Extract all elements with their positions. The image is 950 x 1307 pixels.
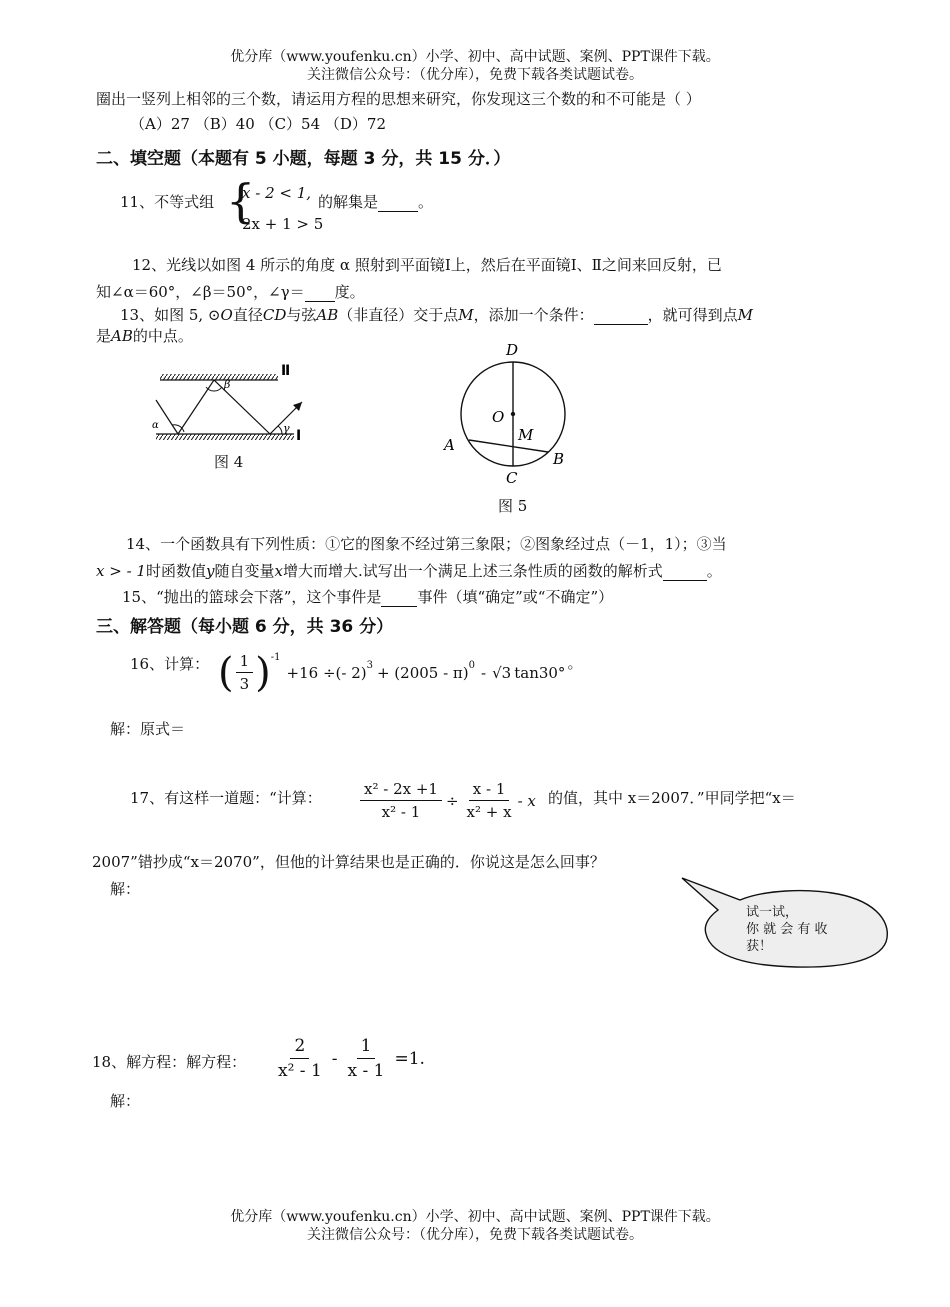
q18-prefix: 18、解方程：解方程： (92, 1053, 247, 1071)
q14-l2b: 随自变量 (214, 562, 275, 580)
q16-paren: + (2005 - π) (376, 663, 469, 682)
q15-a: 15、“抛出的篮球会下落”，这个事件是 (122, 588, 382, 606)
label-B: B (553, 450, 565, 468)
q16-tan: tan30° (514, 663, 566, 682)
chord-AB (469, 440, 548, 452)
label-C: C (506, 469, 518, 486)
q18-end: =1. (394, 1048, 425, 1069)
q12-line-2b: 度。 (334, 283, 365, 301)
q14-l2c: 增大而增大.试写出一个满足上述三条性质的函数的解析式 (282, 562, 663, 580)
q18-answer: 解： (110, 1092, 141, 1110)
q13-m2: M (737, 306, 753, 324)
q18-frac1-den: x² - 1 (278, 1061, 322, 1081)
label-alpha: α (152, 420, 159, 431)
q16-fraction (236, 652, 254, 693)
figure-5-diagram (436, 336, 586, 486)
label-mirror-I: Ⅰ (296, 428, 302, 444)
q17-line-2: 2007”错抄成“x＝2070”，但他的计算结果也是正确的．你说这是怎么回事？ (92, 853, 605, 871)
footer-line-2: 关注微信公众号：（优分库），免费下载各类试题试卷。 (307, 1227, 643, 1243)
label-beta: β (224, 378, 231, 391)
section-2-title: 二、填空题（本题有 5 小题，每题 3 分，共 15 分．） (96, 149, 511, 169)
label-mirror-II: Ⅱ (281, 363, 291, 379)
q16-sqrt: √3 (492, 663, 512, 682)
q18-fraction-2 (344, 1036, 389, 1081)
ray-2 (214, 380, 270, 434)
mirror-I-hatch (156, 434, 294, 440)
q11-end: 。 (418, 193, 434, 211)
q17-prefix: 17、有这样一道题：“计算： (130, 789, 322, 807)
q16-frac-num: 1 (236, 652, 254, 673)
q14-y: y (205, 562, 215, 580)
bubble-text (746, 904, 828, 955)
q14-l2d: 。 (706, 562, 722, 580)
section-3-title: 三、解答题（每小题 6 分，共 36 分） (96, 617, 394, 637)
q17-tail: - x (517, 791, 536, 810)
q17-frac2-num: x - 1 (469, 780, 510, 801)
bubble-line-1: 试一试， (746, 905, 799, 920)
header-line-2: 关注微信公众号：（优分库），免费下载各类试题试卷。 (307, 67, 643, 83)
q13-cd: CD (262, 306, 287, 324)
label-M: M (518, 426, 534, 444)
figure-4-diagram (150, 358, 320, 448)
q12-line-2 (96, 281, 365, 302)
q16-exponent: -1 (270, 652, 281, 663)
label-A: A (444, 436, 455, 454)
q11-inequality-1: x - 2 < 1, (242, 184, 312, 202)
q16-cube: 3 (366, 660, 373, 671)
q17-answer: 解： (110, 880, 141, 898)
q13-line-1 (120, 304, 753, 325)
ray-1 (178, 380, 214, 434)
q11-inequality-2: 2x + 1 > 5 (242, 215, 324, 233)
q16-prefix: 16、计算： (130, 655, 210, 673)
q17-fraction-1 (360, 780, 442, 821)
q13-l1f: ，就可得到点 (647, 306, 738, 324)
q13-l1c: 与弦 (286, 306, 317, 324)
q16-end: 。 (567, 654, 583, 672)
q13-ab2: AB (111, 327, 133, 345)
q17-div: ÷ (445, 791, 459, 810)
q18-expression (272, 1036, 425, 1081)
q13-l2b: 的中点。 (132, 327, 193, 345)
q13-l1b: 直径 (232, 306, 263, 324)
q10-text: 圈出一竖列上相邻的三个数，请运用方程的思想来研究，你发现这三个数的和不可能是（ ） (96, 90, 701, 108)
figure-5-caption: 图 5 (498, 497, 528, 515)
q13-l1d: （非直径）交于点 (338, 306, 459, 324)
bubble-line-3: 获！ (746, 939, 773, 954)
q16-expression (218, 649, 583, 696)
q18-minus: - (331, 1048, 338, 1069)
q17-suffix: 的值，其中 x＝2007．”甲同学把“x＝ (548, 789, 796, 807)
ray-incoming (156, 400, 178, 434)
label-D: D (506, 341, 519, 359)
q12-line-1: 12、光线以如图 4 所示的角度 α 照射到平面镜Ⅰ上，然后在平面镜Ⅰ、Ⅱ之间来回反射，已 (132, 256, 722, 274)
q18-fraction-1 (274, 1036, 326, 1081)
mirror-II-hatch (160, 374, 278, 380)
q13-m: M (458, 306, 474, 324)
gamma-arc (278, 426, 282, 434)
q13-l1e: ，添加一个条件： (473, 306, 594, 324)
q15-b: 事件（填“确定”或“不确定”） (417, 588, 614, 606)
paren-open: ( (218, 649, 234, 696)
q14-line-1: 14、一个函数具有下列性质：①它的图象不经过第三象限；②图象经过点（－1，1）；③当 (126, 535, 727, 553)
q11-suffix (318, 191, 433, 212)
q14-l2a: 时函数值 (145, 562, 206, 580)
q13-o: O (220, 306, 233, 324)
q14-answer-blank (663, 562, 707, 581)
q14-condition: x > - 1 (96, 562, 146, 580)
q13-answer-blank (594, 306, 648, 325)
q17-fraction-2 (463, 780, 516, 821)
q13-ab: AB (316, 306, 339, 324)
q12-line-2a: 知∠α＝60°，∠β＝50°，∠γ＝ (96, 283, 305, 301)
q11-answer-blank (378, 193, 418, 212)
q16-minus: - (481, 663, 487, 682)
figure-4-caption: 图 4 (214, 453, 244, 471)
q13-line-2 (96, 325, 193, 346)
center-point (511, 412, 515, 416)
q17-expression (358, 780, 536, 821)
q10-options: （A）27 （B）40 （C）54 （D）72 (130, 115, 387, 133)
q13-l1a: 13、如图 5, ⊙ (120, 306, 221, 324)
paren-close: ) (255, 649, 271, 696)
q14-x: x (274, 562, 283, 580)
q15-text (122, 586, 613, 607)
q16-answer: 解：原式＝ (110, 720, 186, 738)
brace-glyph: { (226, 174, 256, 228)
q11-prefix: 11、不等式组 (120, 193, 215, 211)
q13-l2a: 是 (96, 327, 112, 345)
q16-zero: 0 (468, 660, 476, 671)
label-gamma: γ (283, 422, 290, 435)
q17-frac2-den: x² + x (466, 803, 512, 821)
q16-mid: +16 ÷(- 2) (286, 663, 367, 682)
q11-suffix-text: 的解集是 (318, 193, 379, 211)
q17-frac1-den: x² - 1 (381, 803, 421, 821)
bubble-line-2: 你 就 会 有 收 (746, 922, 828, 937)
q18-frac2-num: 1 (357, 1036, 376, 1059)
q17-frac1-num: x² - 2x +1 (360, 780, 442, 801)
q12-answer-blank (305, 283, 335, 302)
q16-frac-den: 3 (239, 675, 250, 693)
q15-answer-blank (381, 588, 417, 607)
label-O: O (492, 408, 505, 426)
footer-line-1: 优分库（www.youfenku.cn）小学、初中、高中试题、案例、PPT课件下载。 (230, 1209, 720, 1225)
q18-frac2-den: x - 1 (347, 1061, 385, 1081)
q18-frac1-num: 2 (290, 1036, 309, 1059)
q14-line-2 (96, 560, 722, 581)
header-line-1: 优分库（www.youfenku.cn）小学、初中、高中试题、案例、PPT课件下载。 (230, 49, 720, 65)
